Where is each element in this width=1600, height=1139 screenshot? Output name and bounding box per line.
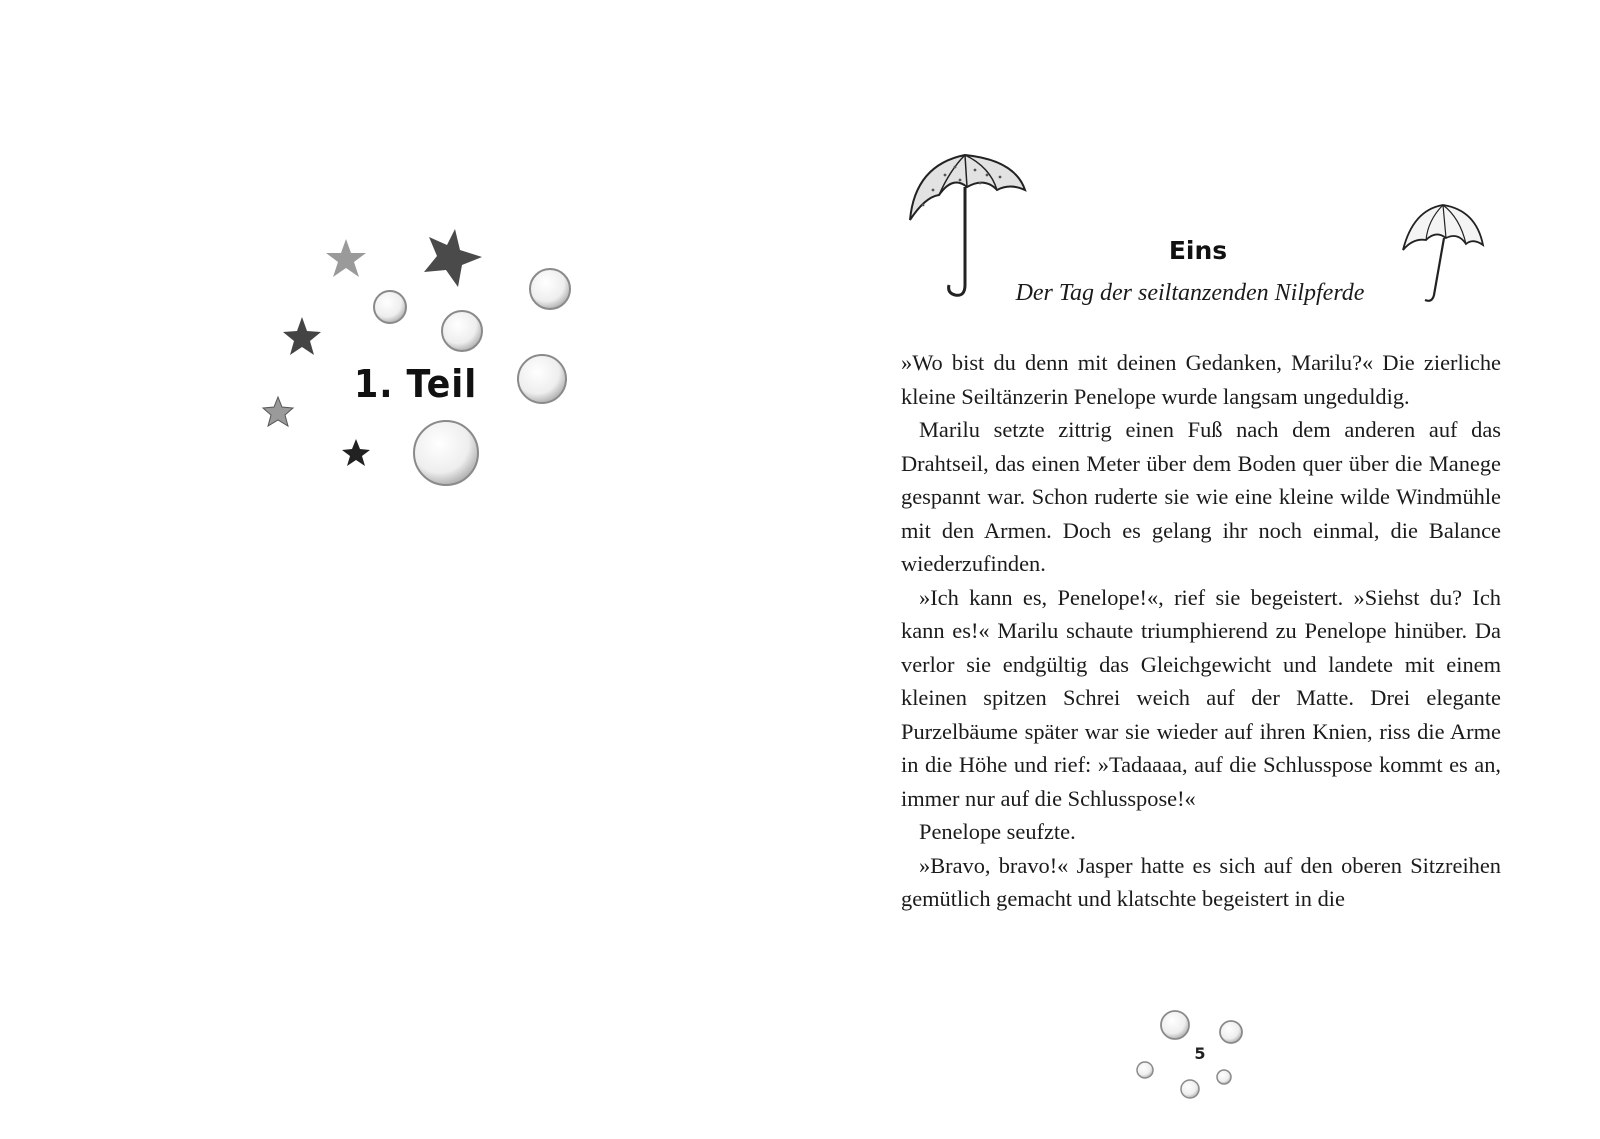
bubble-icon xyxy=(1181,1080,1199,1098)
bubble-icon xyxy=(442,311,482,351)
bubble-icon xyxy=(530,269,570,309)
star-icon xyxy=(342,439,370,466)
umbrella-icon xyxy=(1398,200,1488,315)
bubble-icon xyxy=(374,291,406,323)
page-number: 5 xyxy=(1194,1044,1206,1063)
paragraph: Marilu setzte zittrig einen Fuß nach dem anderen auf das Drahtseil, das einen Meter über dem Boden quer über die Manege gespannt war. Schon ruderte sie wie eine kleine wilde Windmühle mit den Armen. Doch es gelang ihr noch einmal, die Balance wiederzufinden. xyxy=(901,417,1501,576)
body-text xyxy=(901,346,1501,916)
star-icon xyxy=(283,317,321,355)
chapter-number: Eins xyxy=(1168,236,1228,265)
bubble-icon xyxy=(1161,1011,1189,1039)
bubble-icon xyxy=(1137,1062,1153,1078)
paragraph: »Ich kann es, Penelope!«, rief sie begeistert. »Siehst du? Ich kann es!« Marilu schaute triumphierend zu Penelope hinüber. Da verlor sie endgültig das Gleichgewicht und landete mit einem kleinen spitzen Schrei weich auf der Matte. Drei elegante Purzelbäume später war sie wieder auf ihren Knien, riss die Arme in die Höhe und rief: »Tadaaaa, auf die Schlusspose kommt es an, immer nur auf die Schlusspose!« xyxy=(901,584,1501,811)
paragraph: Penelope seufzte. xyxy=(919,819,1076,844)
bubble-icon xyxy=(518,355,566,403)
star-icon xyxy=(326,239,366,277)
chapter-title: Der Tag der seiltanzenden Nilpferde xyxy=(1015,280,1365,306)
bubble-icon xyxy=(414,421,478,485)
star-icon xyxy=(424,229,482,287)
part-title: 1. Teil xyxy=(354,362,478,406)
bubble-icon xyxy=(1217,1070,1231,1084)
bubble-icon xyxy=(1220,1021,1242,1043)
paragraph: »Bravo, bravo!« Jasper hatte es sich auf den oberen Sitzreihen gemütlich gemacht und klatschte begeistert in die xyxy=(901,852,1501,911)
star-icon xyxy=(263,397,293,426)
paragraph: »Wo bist du denn mit deinen Gedanken, Marilu?« Die zierliche kleine Seiltänzerin Penelope wurde langsam ungeduldig. xyxy=(901,350,1501,409)
